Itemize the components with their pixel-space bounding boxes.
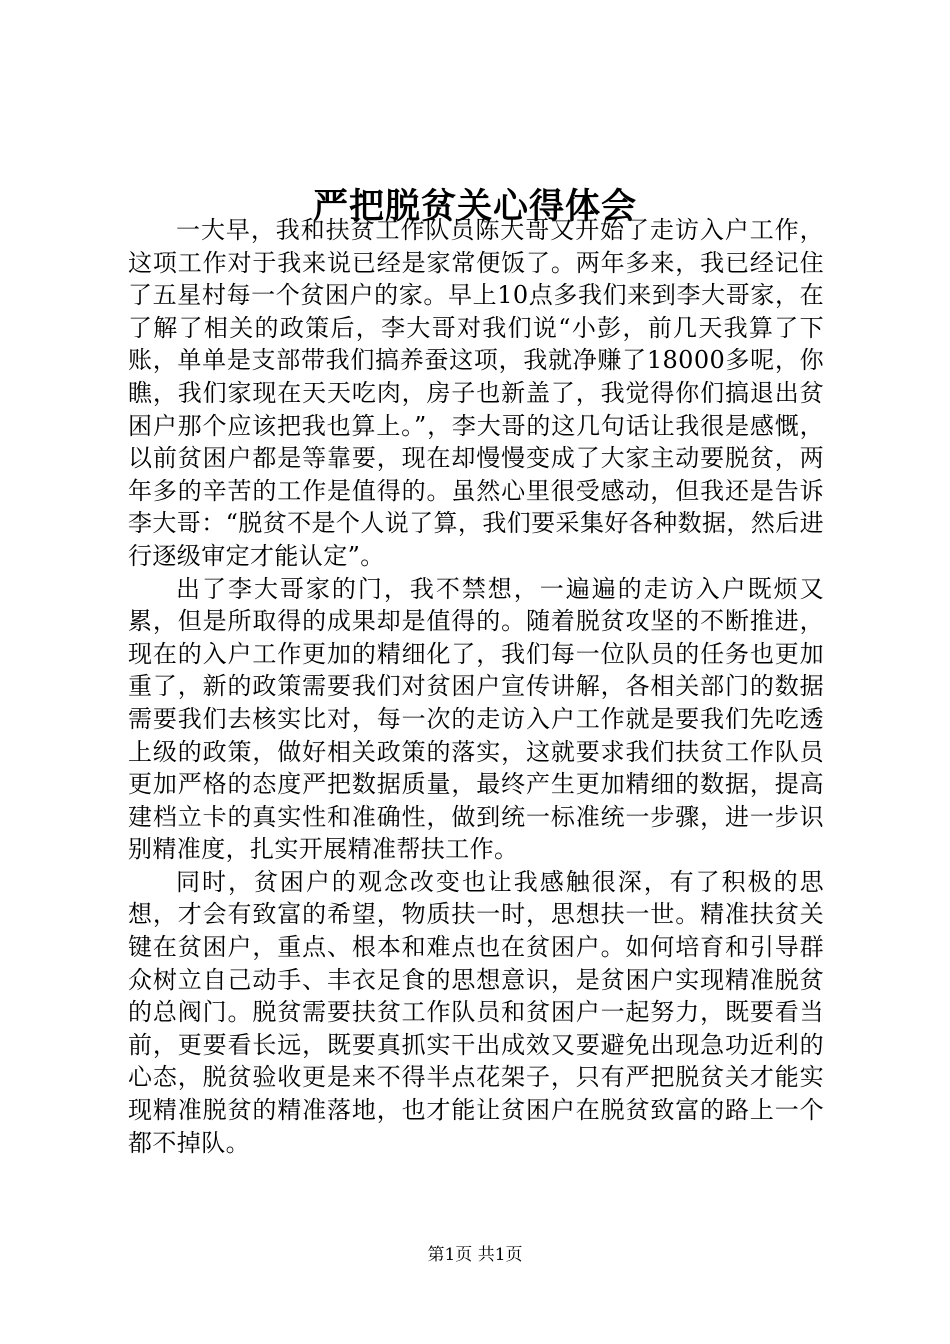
- paragraph-2: 出了李大哥家的门，我不禁想，一遍遍的走访入户既烦又累，但是所取得的成果却是值得的。随着脱贫攻坚的不断推进，现在的入户工作更加的精细化了，我们每一位队员的任务也更加重了，新的政策需要我们对贫困户宣传讲解，各相关部门的数据需要我们去核实比对，每一次的走访入户工作就是要我们先吃透上级的政策，做好相关政策的落实，这就要求我们扶贫工作队员更加严格的态度严把数据质量，最终产生更加精细的数据，提高建档立卡的真实性和准确性，做到统一标准统一步骤，进一步识别精准度，扎实开展精准帮扶工作。: [128, 574, 824, 864]
- document-title: 严把脱贫关心得体会: [312, 186, 637, 227]
- paragraph-3: 同时，贫困户的观念改变也让我感触很深，有了积极的思想，才会有致富的希望，物质扶一时，思想扶一世。精准扶贫关键在贫困户，重点、根本和难点也在贫困户。如何培育和引导群众树立自己动手、丰衣足食的思想意识，是贫困户实现精准脱贫的总阀门。脱贫需要扶贫工作队员和贫困户一起努力，既要看当前，更要看长远，既要真抓实干出成效又要避免出现急功近利的心态，脱贫验收更是来不得半点花架子，只有严把脱贫关才能实现精准脱贫的精准落地，也才能让贫困户在脱贫致富的路上一个都不掉队。: [128, 867, 824, 1157]
- paragraph-1: 一大早，我和扶贫工作队员陈大哥又开始了走访入户工作，这项工作对于我来说已经是家常便饭了。两年多来，我已经记住了五星村每一个贫困户的家。早上10点多我们来到李大哥家，在了解了相关的政策后，李大哥对我们说“小彭，前几天我算了下账，单单是支部带我们搞养蚕这项，我就净赚了18000多呢，你瞧，我们家现在天天吃肉，房子也新盖了，我觉得你们搞退出贫困户那个应该把我也算上。”，李大哥的这几句话让我很是感慨，以前贫困户都是等靠要，现在却慢慢变成了大家主动要脱贫，两年多的辛苦的工作是值得的。虽然心里很受感动，但我还是告诉李大哥：“脱贫不是个人说了算，我们要采集好各种数据，然后进行逐级审定才能认定”。: [128, 216, 824, 570]
- page-footer: 第1页 共1页: [427, 1245, 523, 1265]
- document-body: [128, 214, 824, 1159]
